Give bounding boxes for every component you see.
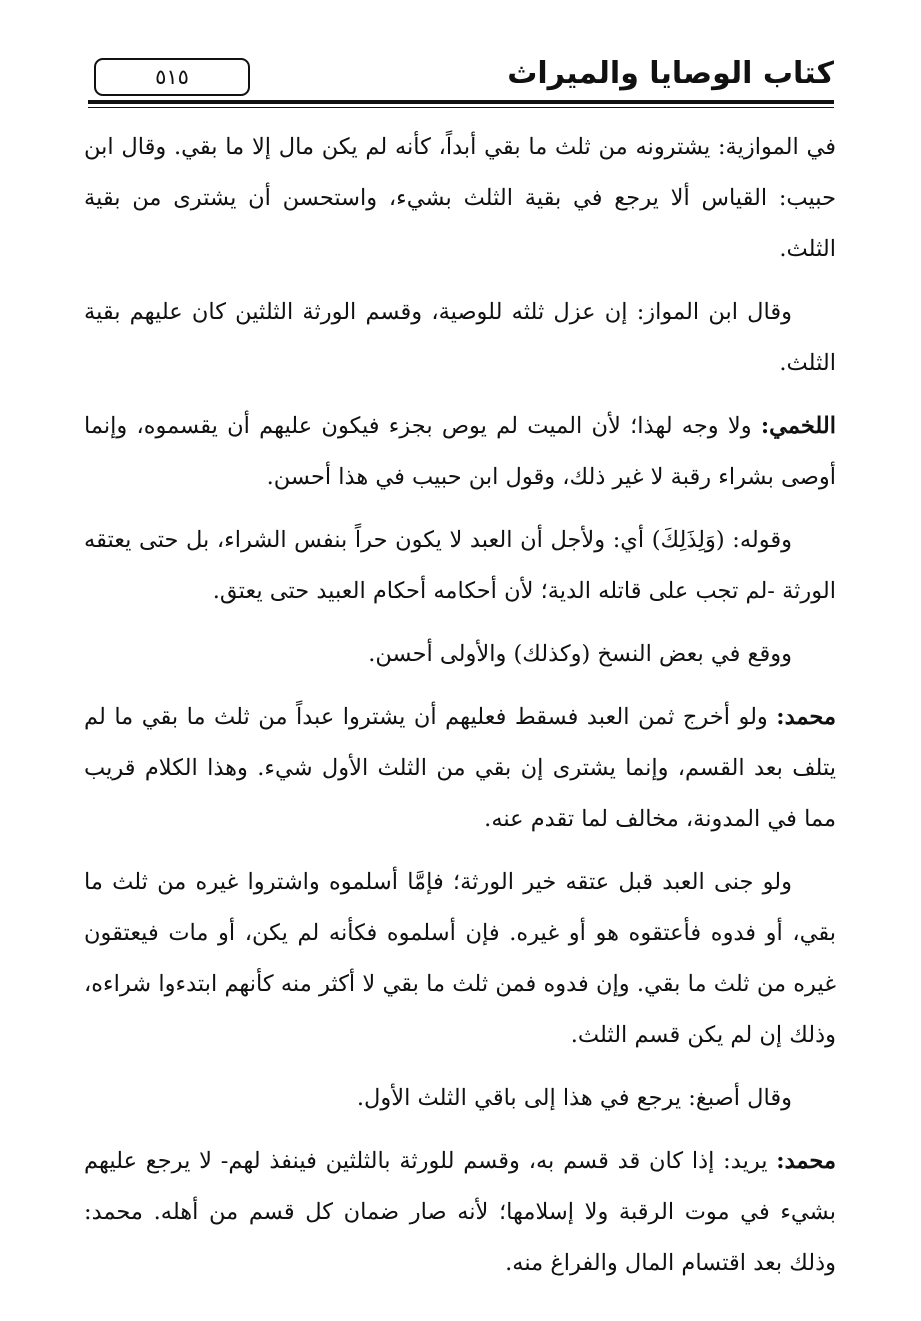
header-rule [88, 100, 834, 104]
speaker-label: محمد: [776, 1148, 836, 1174]
paragraph [84, 692, 836, 845]
book-title: كتاب الوصايا والميراث [507, 56, 834, 91]
speaker-label: محمد: [776, 704, 836, 730]
paragraph-text: ولا وجه لهذا؛ لأن الميت لم يوص بجزء فيكون عليهم أن يقسموه، وإنما أوصى بشراء رقبة لا غير ذلك، وقول ابن حبيب في هذا أحسن. [84, 413, 836, 490]
paragraph-text: وقوله: (وَلِذَلِكَ) أي: ولأجل أن العبد لا يكون حراً بنفس الشراء، بل حتى يعتقه الورثة -لم تجب على قاتله الدية؛ لأن أحكامه أحكام العبيد حتى يعتق. [84, 527, 836, 604]
page-number: ٥١٥ [94, 58, 250, 96]
page-header [88, 50, 834, 110]
paragraph [84, 401, 836, 503]
paragraph [84, 515, 836, 617]
paragraph [84, 1073, 836, 1124]
paragraph-text: ولو جنى العبد قبل عتقه خير الورثة؛ فإمَّا أسلموه واشتروا غيره من ثلث ما بقي، أو فدوه فأعتقوه هو أو غيره. فإن أسلموه فكأنه لم يكن، أو مات فيعتقون غيره من ثلث ما بقي. وإن فدوه فمن ثلث ما بقي لا أكثر منه كأنهم ابتدءوا شراءه، وذلك إن لم يكن قسم الثلث. [84, 869, 836, 1048]
paragraph-text: ووقع في بعض النسخ (وكذلك) والأولى أحسن. [368, 641, 792, 667]
paragraph [84, 287, 836, 389]
paragraph-text: وقال ابن المواز: إن عزل ثلثه للوصية، وقسم الورثة الثلثين كان عليهم بقية الثلث. [84, 299, 836, 376]
paragraph [84, 629, 836, 680]
paragraph-text: ولو أخرج ثمن العبد فسقط فعليهم أن يشتروا عبداً من ثلث ما بقي ما لم يتلف بعد القسم، وإنما يشترى إن بقي من الثلث الأول شيء. وهذا الكلام قريب مما في المدونة، مخالف لما تقدم عنه. [84, 704, 836, 832]
paragraph-text: وقال أصبغ: يرجع في هذا إلى باقي الثلث الأول. [356, 1085, 792, 1111]
speaker-label: اللخمي: [760, 413, 836, 439]
paragraph [84, 857, 836, 1061]
paragraph-text: في الموازية: يشترونه من ثلث ما بقي أبداً، كأنه لم يكن مال إلا ما بقي. وقال ابن حبيب: القياس ألا يرجع في بقية الثلث بشيء، واستحسن أن يشترى من بقية الثلث. [84, 134, 836, 262]
paragraph [84, 1136, 836, 1289]
paragraph [84, 122, 836, 275]
body-text [84, 122, 836, 1301]
paragraph-text: يريد: إذا كان قد قسم به، وقسم للورثة بالثلثين فينفذ لهم- لا يرجع عليهم بشيء في موت الرقبة ولا إسلامها؛ لأنه صار ضمان كل قسم من أهله. محمد: وذلك بعد اقتسام المال والفراغ منه. [84, 1148, 836, 1276]
header-rule-thin [88, 107, 834, 108]
